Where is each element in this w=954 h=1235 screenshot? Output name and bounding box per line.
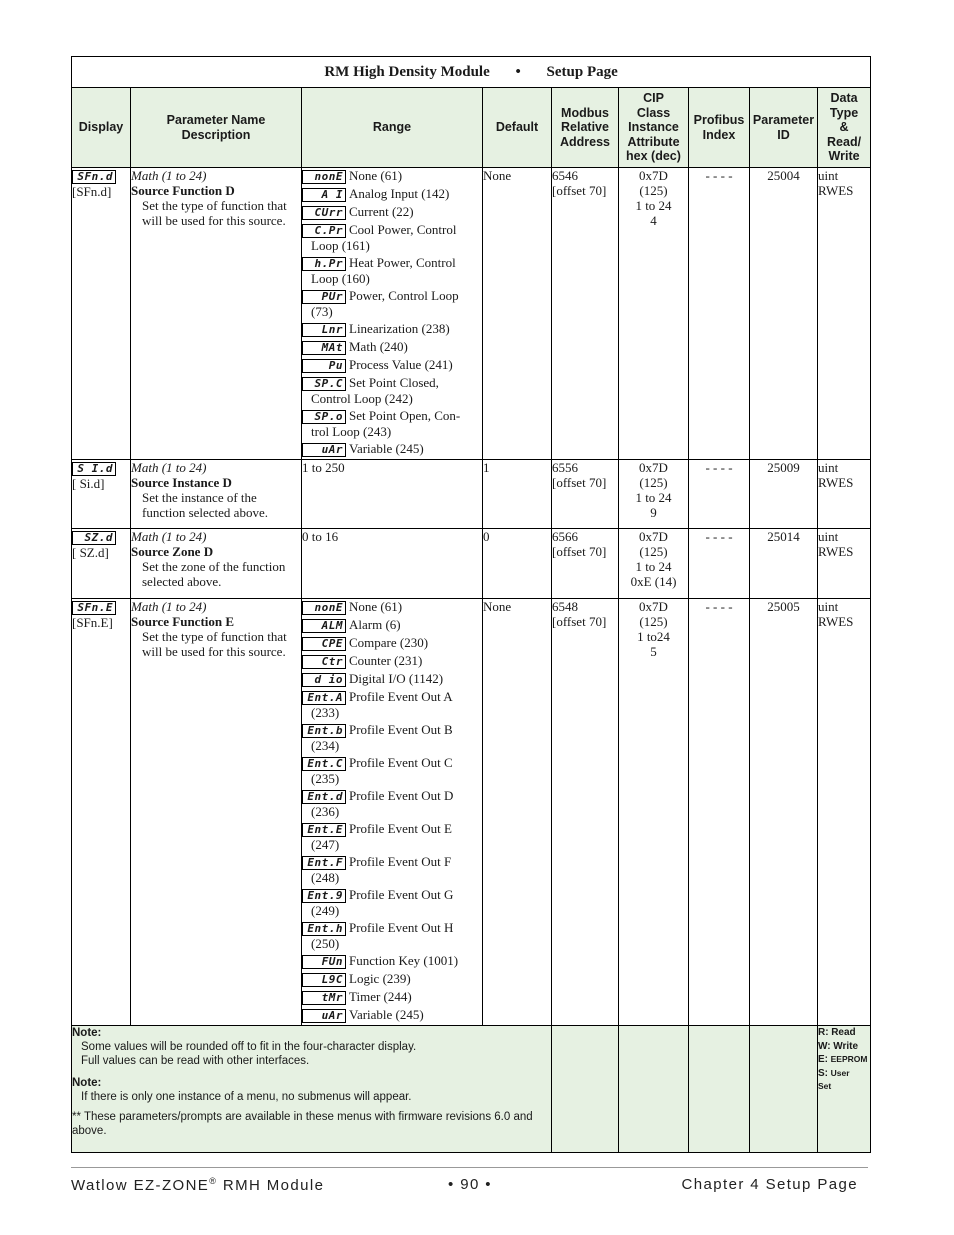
range-option: [302, 920, 482, 951]
range-option: [302, 755, 482, 786]
parameter-name: Source Instance D: [131, 475, 232, 491]
parameter-name: Source Function E: [131, 614, 235, 630]
cip-instance: 1 to 24: [635, 490, 672, 506]
display-label: [ SZ.d]: [72, 545, 109, 561]
range-option: [302, 689, 482, 720]
legend-key: E:: [818, 1054, 828, 1066]
cip-class-dec: (125): [639, 183, 668, 198]
profibus-cell: - - - -: [689, 460, 750, 529]
range-option-code: nonE: [302, 601, 346, 615]
display-code: SZ.d: [72, 531, 116, 545]
range-option-code: C.Pr: [302, 224, 346, 238]
cip-class-dec: (125): [639, 475, 668, 491]
legend-key: S:: [818, 1067, 828, 1079]
modbus-cell: [552, 529, 619, 599]
range-option-code: Lnr: [302, 323, 346, 337]
display-code: S I.d: [72, 462, 116, 476]
display-cell: [72, 599, 131, 1026]
range-option: [302, 1007, 482, 1023]
cip-cell: [619, 529, 689, 599]
default-cell: 1: [483, 460, 552, 529]
read-write: RWES: [818, 544, 854, 560]
name-cell: [131, 529, 302, 599]
col-header-cip: CIP Class Instance Attribute hex (dec): [619, 88, 689, 168]
range-option: [302, 854, 482, 885]
range-option-text-continued: Loop (160): [311, 271, 370, 287]
modbus-cell: [552, 599, 619, 1026]
range-option-code: MAt: [302, 341, 346, 355]
col-header-default: Default: [483, 88, 552, 168]
cip-attribute: 0xE (14): [630, 574, 677, 590]
modbus-offset: [offset 70]: [552, 475, 607, 491]
range-option-code: PUr: [302, 290, 346, 304]
range-option-code: Ent.h: [302, 922, 346, 936]
modbus-cell: [552, 460, 619, 529]
range-option-text-continued: trol Loop (243): [311, 424, 392, 440]
range-option: [302, 375, 482, 406]
range-option-code: Ent.9: [302, 889, 346, 903]
range-cell: 1 to 250: [302, 460, 483, 529]
read-write: RWES: [818, 475, 854, 491]
range-option-code: CPE: [302, 637, 346, 651]
range-cell: [302, 168, 483, 460]
range-option-code: Ent.E: [302, 823, 346, 837]
notes-cell: [72, 1026, 552, 1153]
range-option-text-continued: (233): [311, 705, 340, 721]
modbus-cell: [552, 168, 619, 460]
footer-divider: [71, 1167, 868, 1168]
range-option-text-continued: (234): [311, 738, 340, 754]
legend-value: Set: [818, 1081, 832, 1092]
range-option: [302, 204, 482, 220]
range-option: [302, 255, 482, 286]
range-option-text: None (61): [349, 599, 403, 615]
range-option: [302, 989, 482, 1005]
range-option-text: Profile Event Out G: [349, 887, 454, 903]
parameter-name: Source Function D: [131, 183, 235, 198]
cip-class: 0x7D: [639, 168, 668, 183]
range-option-text: Variable (245): [349, 441, 424, 457]
table-row: [72, 599, 871, 1026]
param-id-cell: 25005: [750, 599, 818, 1026]
modbus-address: 6566: [552, 529, 578, 545]
range-option-text: Digital I/O (1142): [349, 671, 444, 687]
read-write: RWES: [818, 183, 854, 198]
legend-value: Write: [833, 1040, 859, 1052]
param-id-cell: 25004: [750, 168, 818, 460]
table-row: [72, 168, 871, 460]
range-option-text-continued: (247): [311, 837, 340, 853]
note-firmware: ** These parameters/prompts are available in these menus with firmware revisions 6.0 and above.: [72, 1111, 533, 1138]
cip-class: 0x7D: [639, 460, 668, 476]
range-option: [302, 288, 482, 319]
range-option-code: CUrr: [302, 206, 346, 220]
range-option-code: Ent.F: [302, 856, 346, 870]
range-option: [302, 357, 482, 373]
range-option-text: Profile Event Out F: [349, 854, 452, 870]
range-option-text-continued: (248): [311, 870, 340, 886]
range-option-text-continued: (249): [311, 903, 340, 919]
range-option-code: A I: [302, 188, 346, 202]
range-option: [302, 722, 482, 753]
range-option: [302, 788, 482, 819]
col-header-profibus: Profibus Index: [689, 88, 750, 168]
menu-label: Math (1 to 24): [131, 168, 207, 183]
range-option-text: Cool Power, Control: [349, 222, 457, 238]
display-code: SFn.d: [72, 170, 116, 184]
range-option-text: Heat Power, Control: [349, 255, 456, 271]
name-cell: [131, 599, 302, 1026]
range-option-text: Profile Event Out D: [349, 788, 454, 804]
range-option-text: Alarm (6): [349, 617, 401, 633]
profibus-cell: - - - -: [689, 168, 750, 460]
range-option-text: Function Key (1001): [349, 953, 459, 969]
cip-instance: 1 to 24: [635, 559, 672, 575]
range-option: [302, 617, 482, 633]
modbus-address: 6556: [552, 460, 578, 476]
data-type-cell: [818, 599, 871, 1026]
range-option-code: L9C: [302, 973, 346, 987]
footer-product: [71, 1176, 324, 1194]
param-id-cell: 25009: [750, 460, 818, 529]
modbus-address: 6546: [552, 168, 578, 183]
range-option: [302, 821, 482, 852]
range-option-code: uAr: [302, 443, 346, 457]
range-option-text-continued: Loop (161): [311, 238, 370, 254]
menu-label: Math (1 to 24): [131, 529, 207, 545]
cip-cell: [619, 599, 689, 1026]
legend-value: User: [830, 1067, 850, 1078]
range-option-text: Profile Event Out E: [349, 821, 452, 837]
range-option-text: Set Point Closed,: [349, 375, 439, 391]
display-cell: [72, 460, 131, 529]
range-option-code: nonE: [302, 170, 346, 184]
note-text: Some values will be rounded off to fit in the four-character display.: [81, 1041, 417, 1054]
cip-instance: 1 to24: [637, 629, 670, 645]
table-title: [72, 57, 871, 88]
range-option-code: SP.o: [302, 410, 346, 424]
range-option-text: Profile Event Out C: [349, 755, 453, 771]
parameter-description: Set the type of function that will be used for this source.: [142, 629, 287, 660]
cip-attribute: 5: [650, 644, 657, 660]
module-title: RM High Density Module: [324, 63, 490, 80]
range-option-text: Linearization (238): [349, 321, 450, 337]
range-option-code: tMr: [302, 991, 346, 1005]
modbus-offset: [offset 70]: [552, 183, 607, 198]
range-cell: [302, 599, 483, 1026]
range-option-code: Ent.d: [302, 790, 346, 804]
notes-blank-cell: [552, 1026, 619, 1153]
cip-cell: [619, 460, 689, 529]
cip-class: 0x7D: [639, 599, 668, 615]
data-type-cell: [818, 529, 871, 599]
display-code: SFn.E: [72, 601, 116, 615]
parameter-description: Set the type of function that will be used for this source.: [142, 198, 287, 228]
parameter-description: Set the instance of the function selected above.: [142, 490, 268, 521]
range-option-text-continued: (235): [311, 771, 340, 787]
parameter-table: [71, 56, 871, 1153]
display-label: [SFn.d]: [72, 184, 112, 200]
range-option-text: Counter (231): [349, 653, 423, 669]
modbus-offset: [offset 70]: [552, 614, 607, 630]
display-label: [ Si.d]: [72, 476, 105, 492]
range-option-text: Compare (230): [349, 635, 429, 651]
registered-mark: ®: [209, 1176, 218, 1186]
range-option-code: FUn: [302, 955, 346, 969]
data-type: uint: [818, 460, 839, 476]
range-option-code: d io: [302, 673, 346, 687]
col-header-modbus: Modbus Relative Address: [552, 88, 619, 168]
menu-label: Math (1 to 24): [131, 460, 207, 476]
legend-key: R:: [818, 1027, 829, 1039]
cip-class-dec: (125): [639, 544, 668, 560]
display-cell: [72, 168, 131, 460]
page-title: Setup Page: [546, 63, 618, 80]
column-header-row: [72, 88, 871, 168]
range-option-code: Ent.C: [302, 757, 346, 771]
range-option: [302, 441, 482, 457]
range-option-code: ALM: [302, 619, 346, 633]
range-option-code: Ent.b: [302, 724, 346, 738]
range-option-text: Profile Event Out A: [349, 689, 453, 705]
legend-value: Read: [831, 1027, 856, 1039]
range-option: [302, 339, 482, 355]
cip-attribute: 4: [650, 213, 657, 228]
range-option-code: Ctr: [302, 655, 346, 669]
table-row: [72, 529, 871, 599]
data-type-cell: [818, 168, 871, 460]
profibus-cell: - - - -: [689, 529, 750, 599]
note-text: Full values can be read with other interfaces.: [81, 1055, 310, 1068]
display-label: [SFn.E]: [72, 615, 113, 631]
table-row: [72, 460, 871, 529]
read-write: RWES: [818, 614, 854, 630]
range-option: [302, 887, 482, 918]
range-option-text: Variable (245): [349, 1007, 424, 1023]
range-option: [302, 971, 482, 987]
profibus-cell: - - - -: [689, 599, 750, 1026]
default-cell: None: [483, 168, 552, 460]
range-option: [302, 635, 482, 651]
range-option-text: Timer (244): [349, 989, 412, 1005]
col-header-display: Display: [72, 88, 131, 168]
note-text: If there is only one instance of a menu, no submenus will appear.: [81, 1091, 412, 1104]
cip-cell: [619, 168, 689, 460]
modbus-offset: [offset 70]: [552, 544, 607, 560]
default-cell: 0: [483, 529, 552, 599]
data-type: uint: [818, 168, 839, 183]
range-option-text: Logic (239): [349, 971, 411, 987]
range-option-text-continued: (236): [311, 804, 340, 820]
title-separator: •: [515, 63, 521, 80]
cip-attribute: 9: [650, 505, 657, 521]
footer-chapter: Chapter 4 Setup Page: [681, 1176, 858, 1193]
default-cell: None: [483, 599, 552, 1026]
range-option: [302, 599, 482, 615]
range-option: [302, 321, 482, 337]
range-option: [302, 222, 482, 253]
data-type-cell: [818, 460, 871, 529]
range-option-text: Set Point Open, Con-: [349, 408, 461, 424]
param-id-cell: 25014: [750, 529, 818, 599]
note-label: Note:: [72, 1077, 102, 1090]
range-option-text: Power, Control Loop: [349, 288, 459, 304]
range-option-text-continued: (250): [311, 936, 340, 952]
range-option-text: Current (22): [349, 204, 414, 220]
legend-cell: [818, 1026, 871, 1153]
range-option-code: Pu: [302, 359, 346, 373]
range-option: [302, 168, 482, 184]
cip-class: 0x7D: [639, 529, 668, 545]
page-number: • 90 •: [448, 1176, 492, 1193]
range-option-text-continued: (73): [311, 304, 333, 320]
display-cell: [72, 529, 131, 599]
col-header-range: Range: [302, 88, 483, 168]
range-option-code: Ent.A: [302, 691, 346, 705]
cip-instance: 1 to 24: [635, 198, 672, 213]
footer-product-model: RMH Module: [217, 1177, 325, 1194]
name-cell: [131, 168, 302, 460]
data-type: uint: [818, 599, 839, 615]
range-option-code: uAr: [302, 1009, 346, 1023]
range-option-text-continued: Control Loop (242): [311, 391, 413, 407]
range-option-text: Analog Input (142): [349, 186, 450, 202]
notes-blank-cell: [689, 1026, 750, 1153]
setup-page-table-wrapper: [71, 56, 870, 1153]
cip-class-dec: (125): [639, 614, 668, 630]
range-option-text: Math (240): [349, 339, 408, 355]
range-option-code: SP.C: [302, 377, 346, 391]
range-option-text: Process Value (241): [349, 357, 453, 373]
col-header-param-id: Parameter ID: [750, 88, 818, 168]
footer-product-name: Watlow EZ-ZONE: [71, 1177, 210, 1194]
range-option-text: None (61): [349, 168, 403, 183]
col-header-name: Parameter Name Description: [131, 88, 302, 168]
modbus-address: 6548: [552, 599, 578, 615]
legend-key: W:: [818, 1040, 831, 1052]
range-cell: 0 to 16: [302, 529, 483, 599]
notes-blank-cell: [619, 1026, 689, 1153]
parameter-description: Set the zone of the function selected above.: [142, 559, 286, 590]
menu-label: Math (1 to 24): [131, 599, 207, 615]
notes-blank-cell: [750, 1026, 818, 1153]
data-type: uint: [818, 529, 839, 545]
range-option: [302, 186, 482, 202]
notes-row: [72, 1026, 871, 1153]
range-option: [302, 671, 482, 687]
range-option-text: Profile Event Out B: [349, 722, 453, 738]
range-option-text: Profile Event Out H: [349, 920, 454, 936]
range-option: [302, 653, 482, 669]
range-option: [302, 408, 482, 439]
range-option-code: h.Pr: [302, 257, 346, 271]
page-footer: [71, 1176, 858, 1196]
name-cell: [131, 460, 302, 529]
legend-value: EEPROM: [830, 1054, 868, 1065]
col-header-data-type: Data Type & Read/ Write: [818, 88, 871, 168]
parameter-name: Source Zone D: [131, 544, 214, 560]
note-label: Note:: [72, 1027, 102, 1040]
range-option: [302, 953, 482, 969]
